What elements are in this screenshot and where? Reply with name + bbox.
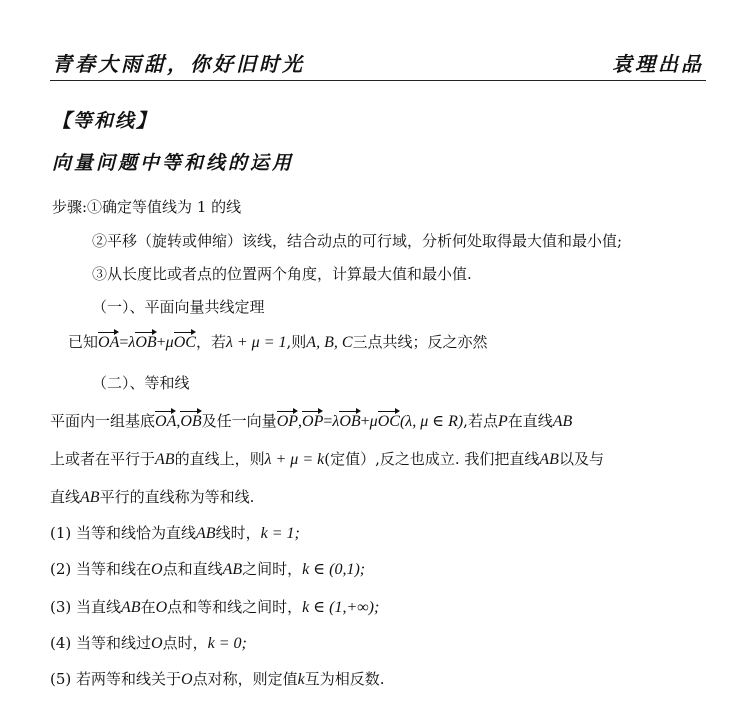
vector-OC: OC: [378, 409, 400, 431]
points: A, B, C: [306, 334, 353, 351]
part2-heading: （二）、等和线: [92, 374, 190, 392]
math: AB: [121, 599, 141, 616]
math: O: [155, 599, 168, 616]
step-3: ③从长度比或者点的位置两个角度，计算最大值和最小值.: [92, 265, 472, 283]
math: k = 0;: [207, 635, 247, 652]
list-item: [50, 522, 300, 543]
plus: +: [360, 413, 370, 430]
header-rule: [50, 80, 706, 81]
line-AB: AB: [552, 413, 573, 430]
vector-OP: OP: [277, 409, 298, 431]
part1-heading: （一）、平面向量共线定理: [92, 298, 265, 316]
math: O: [151, 635, 163, 652]
line-AB: AB: [80, 489, 100, 506]
text: 三点共线；反之亦然: [352, 333, 488, 351]
equation: λ + μ = k: [264, 451, 325, 468]
part2-paragraph-line-3: [50, 486, 254, 507]
comma: ,: [176, 413, 181, 430]
text: ，若: [195, 333, 226, 351]
text: 以及与: [558, 450, 604, 468]
condition: λ + μ = 1: [225, 334, 287, 351]
line-AB: AB: [155, 451, 175, 468]
text: 在: [140, 598, 156, 616]
math: O: [181, 671, 193, 688]
text: 点对称，则定值: [192, 670, 298, 688]
math: k: [297, 671, 305, 688]
text: (4) 当等和线过: [50, 634, 152, 652]
text: 及任一向量: [201, 412, 277, 430]
text: ,若点: [463, 412, 498, 430]
text: ,则: [286, 333, 307, 351]
text: ,反之也成立. 我们把直线: [375, 450, 540, 468]
text: 平面内一组基底: [50, 412, 156, 430]
text: (2) 当等和线在: [50, 560, 152, 578]
point-P: P: [497, 413, 508, 430]
collinear-theorem-line: [68, 330, 488, 352]
equals: =: [119, 334, 129, 351]
step-1: 步骤:①确定等值线为 1 的线: [52, 198, 242, 216]
part2-paragraph-line-2: [50, 448, 604, 469]
list-item: [50, 558, 365, 579]
text: 已知: [68, 333, 99, 351]
text: 平行的直线称为等和线.: [99, 488, 255, 506]
text: (5) 若两等和线关于: [50, 670, 182, 688]
text: (3) 当直线: [50, 598, 122, 616]
list-item: [50, 596, 379, 617]
math: AB: [222, 561, 243, 578]
math: AB: [196, 525, 216, 542]
text: 点和等和线之间时，: [167, 598, 303, 616]
lambda: λ: [332, 413, 340, 430]
text: 点和直线: [162, 560, 223, 578]
plus: +: [156, 334, 166, 351]
lambda: λ: [128, 334, 136, 351]
mu: μ: [165, 334, 174, 351]
comma: ,: [298, 413, 303, 430]
page-title: 向量问题中等和线的运用: [52, 152, 295, 174]
text: 上或者在平行于: [50, 450, 156, 468]
vector-OP: OP: [302, 409, 323, 431]
math: O: [151, 561, 163, 578]
vector-OB: OB: [339, 409, 360, 431]
condition: (λ, μ ∈ R): [399, 413, 464, 430]
text: 直线: [50, 488, 81, 506]
text: 在直线: [507, 412, 553, 430]
list-item: [50, 632, 247, 653]
line-AB: AB: [539, 451, 559, 468]
math: k ∈ (0,1);: [302, 561, 366, 578]
vector-OB: OB: [135, 330, 156, 352]
text: 线时，: [215, 524, 261, 542]
header-left-title: 青春大雨甜，你好旧时光: [52, 52, 305, 76]
mu: μ: [369, 413, 378, 430]
text: 之间时，: [242, 560, 303, 578]
section-tag: 【等和线】: [52, 110, 158, 132]
equals: =: [323, 413, 333, 430]
header-right-title: 袁理出品: [612, 52, 704, 76]
vector-OC: OC: [174, 330, 196, 352]
vector-OB: OB: [180, 409, 201, 431]
part2-paragraph-line-1: [50, 409, 572, 431]
text: (定值）: [324, 450, 376, 468]
math: k = 1;: [260, 525, 300, 542]
math: k ∈ (1,+∞);: [302, 599, 380, 616]
text: 互为相反数.: [304, 670, 385, 688]
step-2: ②平移（旋转或伸缩）该线，结合动点的可行域，分析何处取得最大值和最小值;: [92, 232, 623, 250]
text: (1) 当等和线恰为直线: [50, 524, 197, 542]
text: 点时，: [162, 634, 208, 652]
vector-OA: OA: [98, 330, 119, 352]
vector-OA: OA: [155, 409, 176, 431]
list-item: [50, 668, 385, 689]
text: 的直线上，则: [174, 450, 265, 468]
